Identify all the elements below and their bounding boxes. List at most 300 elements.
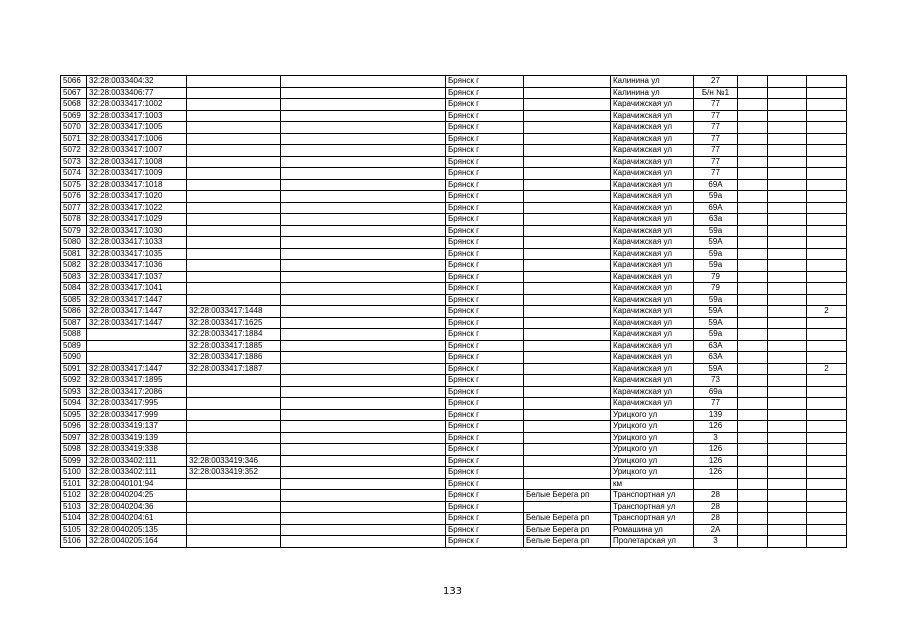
cell-cadastral-number: 32:28:0033404:32 <box>87 76 187 88</box>
cell-street: Карачижская ул <box>611 317 694 329</box>
cell-extra-column-2 <box>768 513 807 525</box>
cell-settlement <box>524 398 611 410</box>
cell-cadastral-number: 32:28:0033417:1447 <box>87 317 187 329</box>
cell-cadastral-number: 32:28:0033417:1007 <box>87 145 187 157</box>
table-row <box>61 133 847 145</box>
cell-record-number: 5106 <box>61 536 87 548</box>
cell-extra-column-1 <box>738 467 768 479</box>
cell-settlement <box>524 133 611 145</box>
cell-settlement: Белые Берега рп <box>524 536 611 548</box>
cell-extra-column-1 <box>738 340 768 352</box>
cell-blank-column <box>281 421 446 433</box>
cell-related-cadastral-number <box>187 214 281 226</box>
cell-city: Брянск г <box>446 306 524 318</box>
cell-cadastral-number: 32:28:0033417:1029 <box>87 214 187 226</box>
cell-blank-column <box>281 340 446 352</box>
cell-cadastral-number <box>87 340 187 352</box>
cell-related-cadastral-number <box>187 260 281 272</box>
cell-related-cadastral-number <box>187 191 281 203</box>
table-row <box>61 409 847 421</box>
cell-city: Брянск г <box>446 363 524 375</box>
table-row <box>61 386 847 398</box>
cell-blank-column <box>281 444 446 456</box>
cell-house-number: 28 <box>694 501 738 513</box>
cell-blank-column <box>281 478 446 490</box>
cell-extra-column-1 <box>738 99 768 111</box>
cell-settlement <box>524 156 611 168</box>
cell-related-cadastral-number <box>187 202 281 214</box>
cell-city: Брянск г <box>446 536 524 548</box>
cell-blank-column <box>281 352 446 364</box>
cell-house-number: 126 <box>694 455 738 467</box>
table-row <box>61 513 847 525</box>
cell-street: км <box>611 478 694 490</box>
cell-extra-column-1 <box>738 248 768 260</box>
cell-blank-column <box>281 317 446 329</box>
cell-city: Брянск г <box>446 214 524 226</box>
cell-settlement <box>524 386 611 398</box>
table-row <box>61 168 847 180</box>
cell-count <box>807 513 847 525</box>
cell-count <box>807 478 847 490</box>
cell-blank-column <box>281 248 446 260</box>
cell-extra-column-2 <box>768 122 807 134</box>
cell-blank-column <box>281 467 446 479</box>
cell-related-cadastral-number <box>187 156 281 168</box>
table-row <box>61 202 847 214</box>
cell-street: Карачижская ул <box>611 248 694 260</box>
cell-settlement <box>524 467 611 479</box>
cell-blank-column <box>281 225 446 237</box>
cell-blank-column <box>281 386 446 398</box>
cell-street: Карачижская ул <box>611 329 694 341</box>
cell-blank-column <box>281 398 446 410</box>
cell-house-number: 77 <box>694 110 738 122</box>
cell-count <box>807 248 847 260</box>
cell-related-cadastral-number <box>187 294 281 306</box>
cell-city: Брянск г <box>446 478 524 490</box>
cell-record-number: 5093 <box>61 386 87 398</box>
cell-street: Карачижская ул <box>611 294 694 306</box>
cell-settlement <box>524 99 611 111</box>
table-row <box>61 490 847 502</box>
cell-related-cadastral-number: 32:28:0033419:346 <box>187 455 281 467</box>
cell-street: Карачижская ул <box>611 340 694 352</box>
table-row <box>61 432 847 444</box>
cell-settlement: Белые Берега рп <box>524 524 611 536</box>
cell-extra-column-1 <box>738 294 768 306</box>
cell-related-cadastral-number <box>187 501 281 513</box>
cell-cadastral-number: 32:28:0033417:1036 <box>87 260 187 272</box>
cell-city: Брянск г <box>446 260 524 272</box>
cell-street: Урицкого ул <box>611 467 694 479</box>
cell-city: Брянск г <box>446 501 524 513</box>
cell-extra-column-2 <box>768 444 807 456</box>
cell-city: Брянск г <box>446 398 524 410</box>
cell-house-number: 28 <box>694 513 738 525</box>
table-row <box>61 421 847 433</box>
cell-related-cadastral-number: 32:28:0033417:1885 <box>187 340 281 352</box>
cell-house-number <box>694 478 738 490</box>
cell-extra-column-2 <box>768 317 807 329</box>
cell-settlement <box>524 191 611 203</box>
cell-related-cadastral-number <box>187 122 281 134</box>
table-row <box>61 294 847 306</box>
cell-blank-column <box>281 271 446 283</box>
cell-settlement <box>524 271 611 283</box>
cell-extra-column-2 <box>768 294 807 306</box>
table-row <box>61 478 847 490</box>
cell-count <box>807 501 847 513</box>
cell-extra-column-1 <box>738 317 768 329</box>
cell-city: Брянск г <box>446 168 524 180</box>
cell-count <box>807 455 847 467</box>
cell-related-cadastral-number <box>187 76 281 88</box>
cell-city: Брянск г <box>446 99 524 111</box>
table-row <box>61 524 847 536</box>
table-row <box>61 271 847 283</box>
cell-cadastral-number: 32:28:0033417:1008 <box>87 156 187 168</box>
cell-extra-column-1 <box>738 214 768 226</box>
cell-extra-column-2 <box>768 306 807 318</box>
cell-blank-column <box>281 363 446 375</box>
cell-extra-column-2 <box>768 409 807 421</box>
cell-blank-column <box>281 87 446 99</box>
cell-house-number: 59а <box>694 248 738 260</box>
cell-record-number: 5099 <box>61 455 87 467</box>
cell-record-number: 5096 <box>61 421 87 433</box>
cell-record-number: 5084 <box>61 283 87 295</box>
cell-record-number: 5095 <box>61 409 87 421</box>
cell-blank-column <box>281 110 446 122</box>
cell-street: Карачижская ул <box>611 271 694 283</box>
cell-record-number: 5072 <box>61 145 87 157</box>
cell-extra-column-2 <box>768 501 807 513</box>
cell-count <box>807 179 847 191</box>
cell-blank-column <box>281 133 446 145</box>
cell-settlement <box>524 409 611 421</box>
cell-extra-column-2 <box>768 248 807 260</box>
cell-house-number: 3 <box>694 536 738 548</box>
cell-related-cadastral-number <box>187 87 281 99</box>
cell-cadastral-number: 32:28:0033417:1009 <box>87 168 187 180</box>
cell-street: Карачижская ул <box>611 122 694 134</box>
cell-extra-column-1 <box>738 352 768 364</box>
cell-settlement <box>524 283 611 295</box>
cell-extra-column-1 <box>738 375 768 387</box>
cell-extra-column-2 <box>768 76 807 88</box>
cell-related-cadastral-number <box>187 444 281 456</box>
cell-street: Транспортная ул <box>611 501 694 513</box>
cell-record-number: 5074 <box>61 168 87 180</box>
cell-house-number: 3 <box>694 432 738 444</box>
cell-city: Брянск г <box>446 237 524 249</box>
cell-related-cadastral-number <box>187 490 281 502</box>
cell-settlement: Белые Берега рп <box>524 490 611 502</box>
cell-record-number: 5086 <box>61 306 87 318</box>
cell-count <box>807 283 847 295</box>
cell-city: Брянск г <box>446 76 524 88</box>
cell-house-number: 69А <box>694 179 738 191</box>
cell-related-cadastral-number <box>187 375 281 387</box>
cell-extra-column-1 <box>738 202 768 214</box>
cell-record-number: 5075 <box>61 179 87 191</box>
cell-extra-column-1 <box>738 363 768 375</box>
table-row <box>61 260 847 272</box>
cell-blank-column <box>281 283 446 295</box>
cell-extra-column-1 <box>738 386 768 398</box>
table-row <box>61 237 847 249</box>
cell-extra-column-1 <box>738 283 768 295</box>
cell-house-number: 69а <box>694 386 738 398</box>
cell-related-cadastral-number <box>187 513 281 525</box>
cell-house-number: 77 <box>694 133 738 145</box>
table-row <box>61 225 847 237</box>
cell-extra-column-2 <box>768 202 807 214</box>
cell-city: Брянск г <box>446 271 524 283</box>
cell-house-number: 59а <box>694 191 738 203</box>
cell-record-number: 5098 <box>61 444 87 456</box>
cell-settlement <box>524 455 611 467</box>
cell-extra-column-2 <box>768 271 807 283</box>
cell-house-number: 63а <box>694 214 738 226</box>
cell-house-number: 126 <box>694 467 738 479</box>
cell-blank-column <box>281 145 446 157</box>
cell-extra-column-2 <box>768 260 807 272</box>
cell-street: Транспортная ул <box>611 490 694 502</box>
cell-house-number: 59а <box>694 329 738 341</box>
cell-blank-column <box>281 122 446 134</box>
cell-city: Брянск г <box>446 110 524 122</box>
cell-blank-column <box>281 524 446 536</box>
cell-extra-column-1 <box>738 455 768 467</box>
cell-extra-column-2 <box>768 110 807 122</box>
cell-cadastral-number: 32:28:0033417:999 <box>87 409 187 421</box>
cell-house-number: 73 <box>694 375 738 387</box>
cell-count <box>807 133 847 145</box>
cell-settlement <box>524 432 611 444</box>
cell-house-number: 79 <box>694 283 738 295</box>
cell-count <box>807 432 847 444</box>
cell-extra-column-1 <box>738 237 768 249</box>
cell-cadastral-number: 32:28:0040204:36 <box>87 501 187 513</box>
cell-count <box>807 145 847 157</box>
cell-count <box>807 340 847 352</box>
table-row <box>61 352 847 364</box>
cell-blank-column <box>281 375 446 387</box>
cell-city: Брянск г <box>446 156 524 168</box>
cell-count <box>807 536 847 548</box>
cell-blank-column <box>281 432 446 444</box>
cell-extra-column-2 <box>768 191 807 203</box>
cell-cadastral-number: 32:28:0033417:1033 <box>87 237 187 249</box>
cell-cadastral-number: 32:28:0033417:1895 <box>87 375 187 387</box>
cell-extra-column-1 <box>738 225 768 237</box>
table-row <box>61 248 847 260</box>
cell-city: Брянск г <box>446 513 524 525</box>
cell-street: Урицкого ул <box>611 421 694 433</box>
cell-house-number: 2А <box>694 524 738 536</box>
cell-extra-column-2 <box>768 179 807 191</box>
cell-record-number: 5066 <box>61 76 87 88</box>
cell-city: Брянск г <box>446 202 524 214</box>
cell-house-number: 59а <box>694 225 738 237</box>
cell-cadastral-number: 32:28:0033402:111 <box>87 455 187 467</box>
cell-house-number: 63А <box>694 352 738 364</box>
cell-record-number: 5081 <box>61 248 87 260</box>
cell-record-number: 5094 <box>61 398 87 410</box>
cell-street: Карачижская ул <box>611 110 694 122</box>
cell-house-number: 77 <box>694 398 738 410</box>
cell-house-number: 59А <box>694 237 738 249</box>
cell-blank-column <box>281 202 446 214</box>
cell-related-cadastral-number <box>187 398 281 410</box>
cell-city: Брянск г <box>446 122 524 134</box>
cell-related-cadastral-number <box>187 478 281 490</box>
cell-street: Карачижская ул <box>611 306 694 318</box>
cell-count <box>807 214 847 226</box>
cell-extra-column-2 <box>768 340 807 352</box>
cell-settlement <box>524 202 611 214</box>
cell-extra-column-1 <box>738 122 768 134</box>
table-row <box>61 283 847 295</box>
cell-blank-column <box>281 329 446 341</box>
cell-blank-column <box>281 156 446 168</box>
cell-extra-column-2 <box>768 168 807 180</box>
cell-settlement <box>524 237 611 249</box>
cell-house-number: 77 <box>694 122 738 134</box>
cell-cadastral-number <box>87 352 187 364</box>
cell-house-number: 59а <box>694 294 738 306</box>
cell-street: Карачижская ул <box>611 145 694 157</box>
cell-settlement <box>524 122 611 134</box>
cell-extra-column-1 <box>738 501 768 513</box>
table-row <box>61 444 847 456</box>
cell-house-number: 59А <box>694 306 738 318</box>
table-row <box>61 156 847 168</box>
cell-blank-column <box>281 214 446 226</box>
cell-city: Брянск г <box>446 467 524 479</box>
cell-city: Брянск г <box>446 283 524 295</box>
cell-house-number: 79 <box>694 271 738 283</box>
cell-extra-column-2 <box>768 214 807 226</box>
cell-extra-column-2 <box>768 386 807 398</box>
cell-city: Брянск г <box>446 317 524 329</box>
cell-settlement <box>524 375 611 387</box>
cell-count <box>807 294 847 306</box>
cadastral-table <box>60 75 847 548</box>
cell-blank-column <box>281 490 446 502</box>
cell-city: Брянск г <box>446 145 524 157</box>
cell-record-number: 5088 <box>61 329 87 341</box>
cell-record-number: 5078 <box>61 214 87 226</box>
table-row <box>61 179 847 191</box>
cell-city: Брянск г <box>446 524 524 536</box>
cell-street: Карачижская ул <box>611 386 694 398</box>
cell-record-number: 5070 <box>61 122 87 134</box>
cell-count <box>807 122 847 134</box>
cell-settlement <box>524 501 611 513</box>
cell-settlement <box>524 478 611 490</box>
cell-blank-column <box>281 501 446 513</box>
cell-count <box>807 329 847 341</box>
cell-cadastral-number: 32:28:0033406:77 <box>87 87 187 99</box>
cell-street: Карачижская ул <box>611 260 694 272</box>
cell-city: Брянск г <box>446 87 524 99</box>
cell-extra-column-1 <box>738 524 768 536</box>
cell-extra-column-2 <box>768 99 807 111</box>
cell-extra-column-2 <box>768 283 807 295</box>
cell-city: Брянск г <box>446 133 524 145</box>
cell-street: Урицкого ул <box>611 455 694 467</box>
table-row <box>61 191 847 203</box>
cell-house-number: 27 <box>694 76 738 88</box>
cell-settlement <box>524 168 611 180</box>
cell-extra-column-1 <box>738 409 768 421</box>
cell-settlement <box>524 248 611 260</box>
cell-extra-column-2 <box>768 432 807 444</box>
table-row <box>61 99 847 111</box>
cell-cadastral-number <box>87 329 187 341</box>
cell-city: Брянск г <box>446 225 524 237</box>
cell-cadastral-number: 32:28:0033417:1447 <box>87 294 187 306</box>
cell-cadastral-number: 32:28:0033417:1022 <box>87 202 187 214</box>
cell-cadastral-number: 32:28:0033419:338 <box>87 444 187 456</box>
cell-extra-column-1 <box>738 145 768 157</box>
cell-related-cadastral-number <box>187 271 281 283</box>
cell-blank-column <box>281 294 446 306</box>
cell-count <box>807 421 847 433</box>
cell-related-cadastral-number <box>187 133 281 145</box>
table-row <box>61 214 847 226</box>
cell-house-number: 139 <box>694 409 738 421</box>
cell-related-cadastral-number: 32:28:0033419:352 <box>187 467 281 479</box>
cell-settlement <box>524 329 611 341</box>
cell-blank-column <box>281 409 446 421</box>
cell-record-number: 5068 <box>61 99 87 111</box>
cell-city: Брянск г <box>446 386 524 398</box>
cell-extra-column-1 <box>738 260 768 272</box>
cell-city: Брянск г <box>446 432 524 444</box>
cell-settlement <box>524 214 611 226</box>
cell-extra-column-1 <box>738 490 768 502</box>
cell-related-cadastral-number: 32:28:0033417:1448 <box>187 306 281 318</box>
cell-record-number: 5079 <box>61 225 87 237</box>
cell-extra-column-2 <box>768 156 807 168</box>
table-body <box>61 76 847 548</box>
cell-settlement <box>524 317 611 329</box>
table-row <box>61 467 847 479</box>
cell-record-number: 5076 <box>61 191 87 203</box>
cell-street: Урицкого ул <box>611 432 694 444</box>
cell-cadastral-number: 32:28:0033417:1030 <box>87 225 187 237</box>
cell-settlement <box>524 76 611 88</box>
cell-cadastral-number: 32:28:0033417:1003 <box>87 110 187 122</box>
cell-count: 2 <box>807 363 847 375</box>
cell-count <box>807 260 847 272</box>
cell-house-number: 77 <box>694 168 738 180</box>
cell-extra-column-1 <box>738 432 768 444</box>
cell-house-number: 59А <box>694 363 738 375</box>
cell-house-number: 77 <box>694 156 738 168</box>
cell-house-number: 63А <box>694 340 738 352</box>
cell-related-cadastral-number <box>187 536 281 548</box>
cell-city: Брянск г <box>446 455 524 467</box>
cell-extra-column-1 <box>738 179 768 191</box>
cell-city: Брянск г <box>446 191 524 203</box>
cell-count <box>807 191 847 203</box>
cell-blank-column <box>281 536 446 548</box>
